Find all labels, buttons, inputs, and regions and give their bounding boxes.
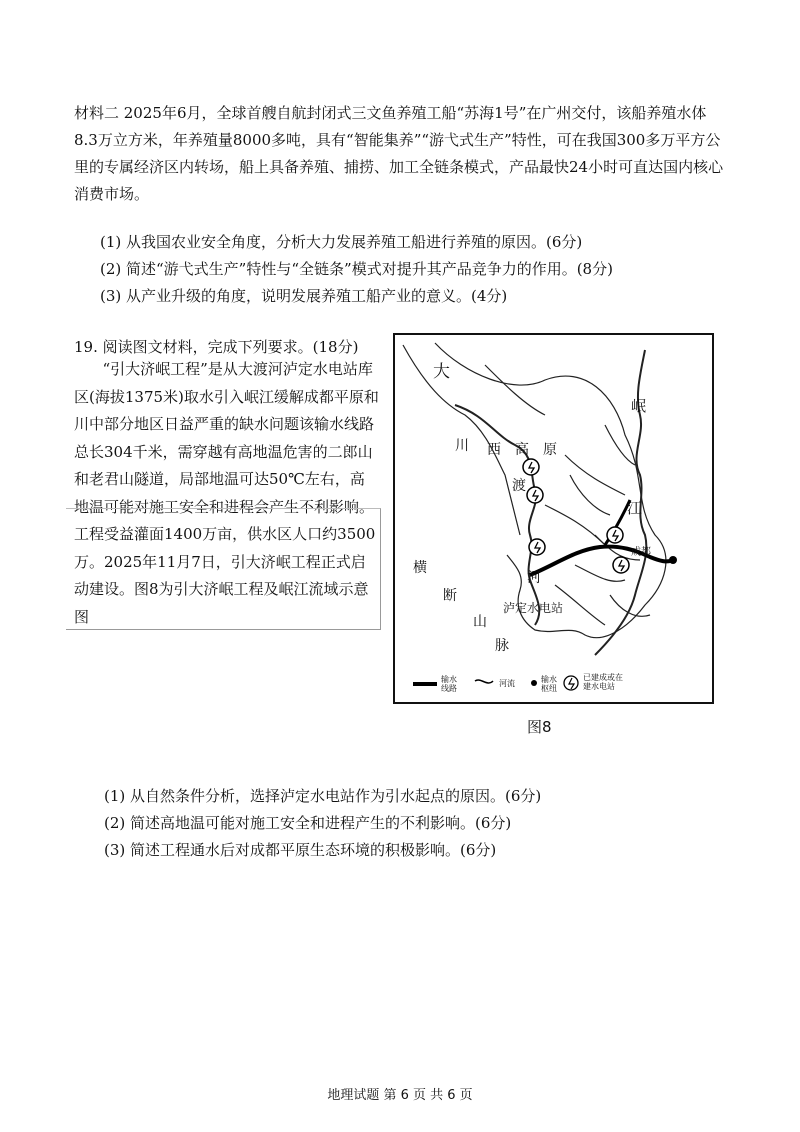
- label-du: 渡: [512, 478, 526, 494]
- q18-question-3: (3) 从产业升级的角度，说明发展养殖工船产业的意义。(4分): [100, 287, 508, 305]
- label-jiang: 江: [627, 499, 643, 517]
- legend-station: 已建成或在建水电站: [583, 673, 623, 691]
- pipeline-route: [530, 547, 673, 575]
- q19-question-2: (2) 简述高地温可能对施工安全和进程产生的不利影响。(6分): [104, 814, 512, 832]
- pipeline-terminal: [669, 556, 677, 564]
- tributary: [565, 455, 625, 495]
- figure-8-map: [393, 333, 714, 704]
- legend-river: 河流: [499, 679, 515, 688]
- label-gao: 高: [515, 442, 529, 458]
- label-duan: 断: [443, 588, 457, 604]
- page-footer: 地理试题 第 6 页 共 6 页: [327, 1088, 473, 1103]
- q19-material: “引大济岷工程”是从大渡河泸定水电站库区(海拔1375米)取水引入岷江缓解成都平原和川中部分地区日益严重的缺水问题该输水线路总长304千米，需穿越有高地温危害的二郎山和老君山隧道，局部地温可达50℃左右，高地温可能对施工安全和进程会产生不利影响。工程受益灌面1400万亩，供水区人口约3500万。2025年11月7日，引大济岷工程正式启动建设。图8为引大济岷工程及岷江流域示意图: [74, 360, 379, 626]
- label-chengdu: 成都: [631, 547, 651, 558]
- legend-pipeline: 输水线路: [441, 675, 457, 693]
- q19-question-1: (1) 从自然条件分析，选择泸定水电站作为引水起点的原因。(6分): [104, 787, 542, 805]
- tributary: [485, 365, 545, 415]
- label-chuan: 川: [455, 438, 469, 454]
- label-luding: 泸定水电站: [503, 601, 564, 615]
- material-2-paragraph: 材料二 2025年6月，全球首艘自航封闭式三文鱼养殖工船“苏海1号”在广州交付，该船养殖水体8.3万立方米，年养殖量8000多吨，具有“智能集养”“游弋式生产”特性，可在我国300多万平方公里的专属经济区内转场，船上具备养殖、捕捞、加工全链条模式，产品最快24小时可直达国内核心消费市场。: [74, 104, 724, 203]
- label-xi: 西: [487, 442, 501, 458]
- tributary: [545, 505, 605, 545]
- label-heng: 横: [413, 560, 427, 576]
- q18-question-2: (2) 简述“游弋式生产”特性与“全链条”模式对提升其产品竞争力的作用。(8分): [100, 260, 613, 278]
- figure-caption: 图8: [527, 718, 552, 736]
- label-mai: 脉: [495, 638, 509, 654]
- q19-question-3: (3) 简述工程通水后对成都平原生态环境的积极影响。(6分): [104, 841, 497, 859]
- label-yuan: 原: [543, 442, 557, 458]
- tributary: [570, 475, 610, 515]
- legend-hub: 输水枢纽: [541, 675, 557, 693]
- label-da: 大: [433, 362, 450, 382]
- label-he: 河: [527, 570, 541, 586]
- label-min: 岷: [631, 397, 647, 415]
- basin-boundary: [435, 343, 666, 638]
- q19-lead: 19. 阅读图文材料，完成下列要求。(18分): [74, 338, 359, 356]
- label-shan: 山: [473, 614, 487, 630]
- q18-question-1: (1) 从我国农业安全角度，分析大力发展养殖工船进行养殖的原因。(6分): [100, 233, 583, 251]
- tributary: [605, 425, 635, 465]
